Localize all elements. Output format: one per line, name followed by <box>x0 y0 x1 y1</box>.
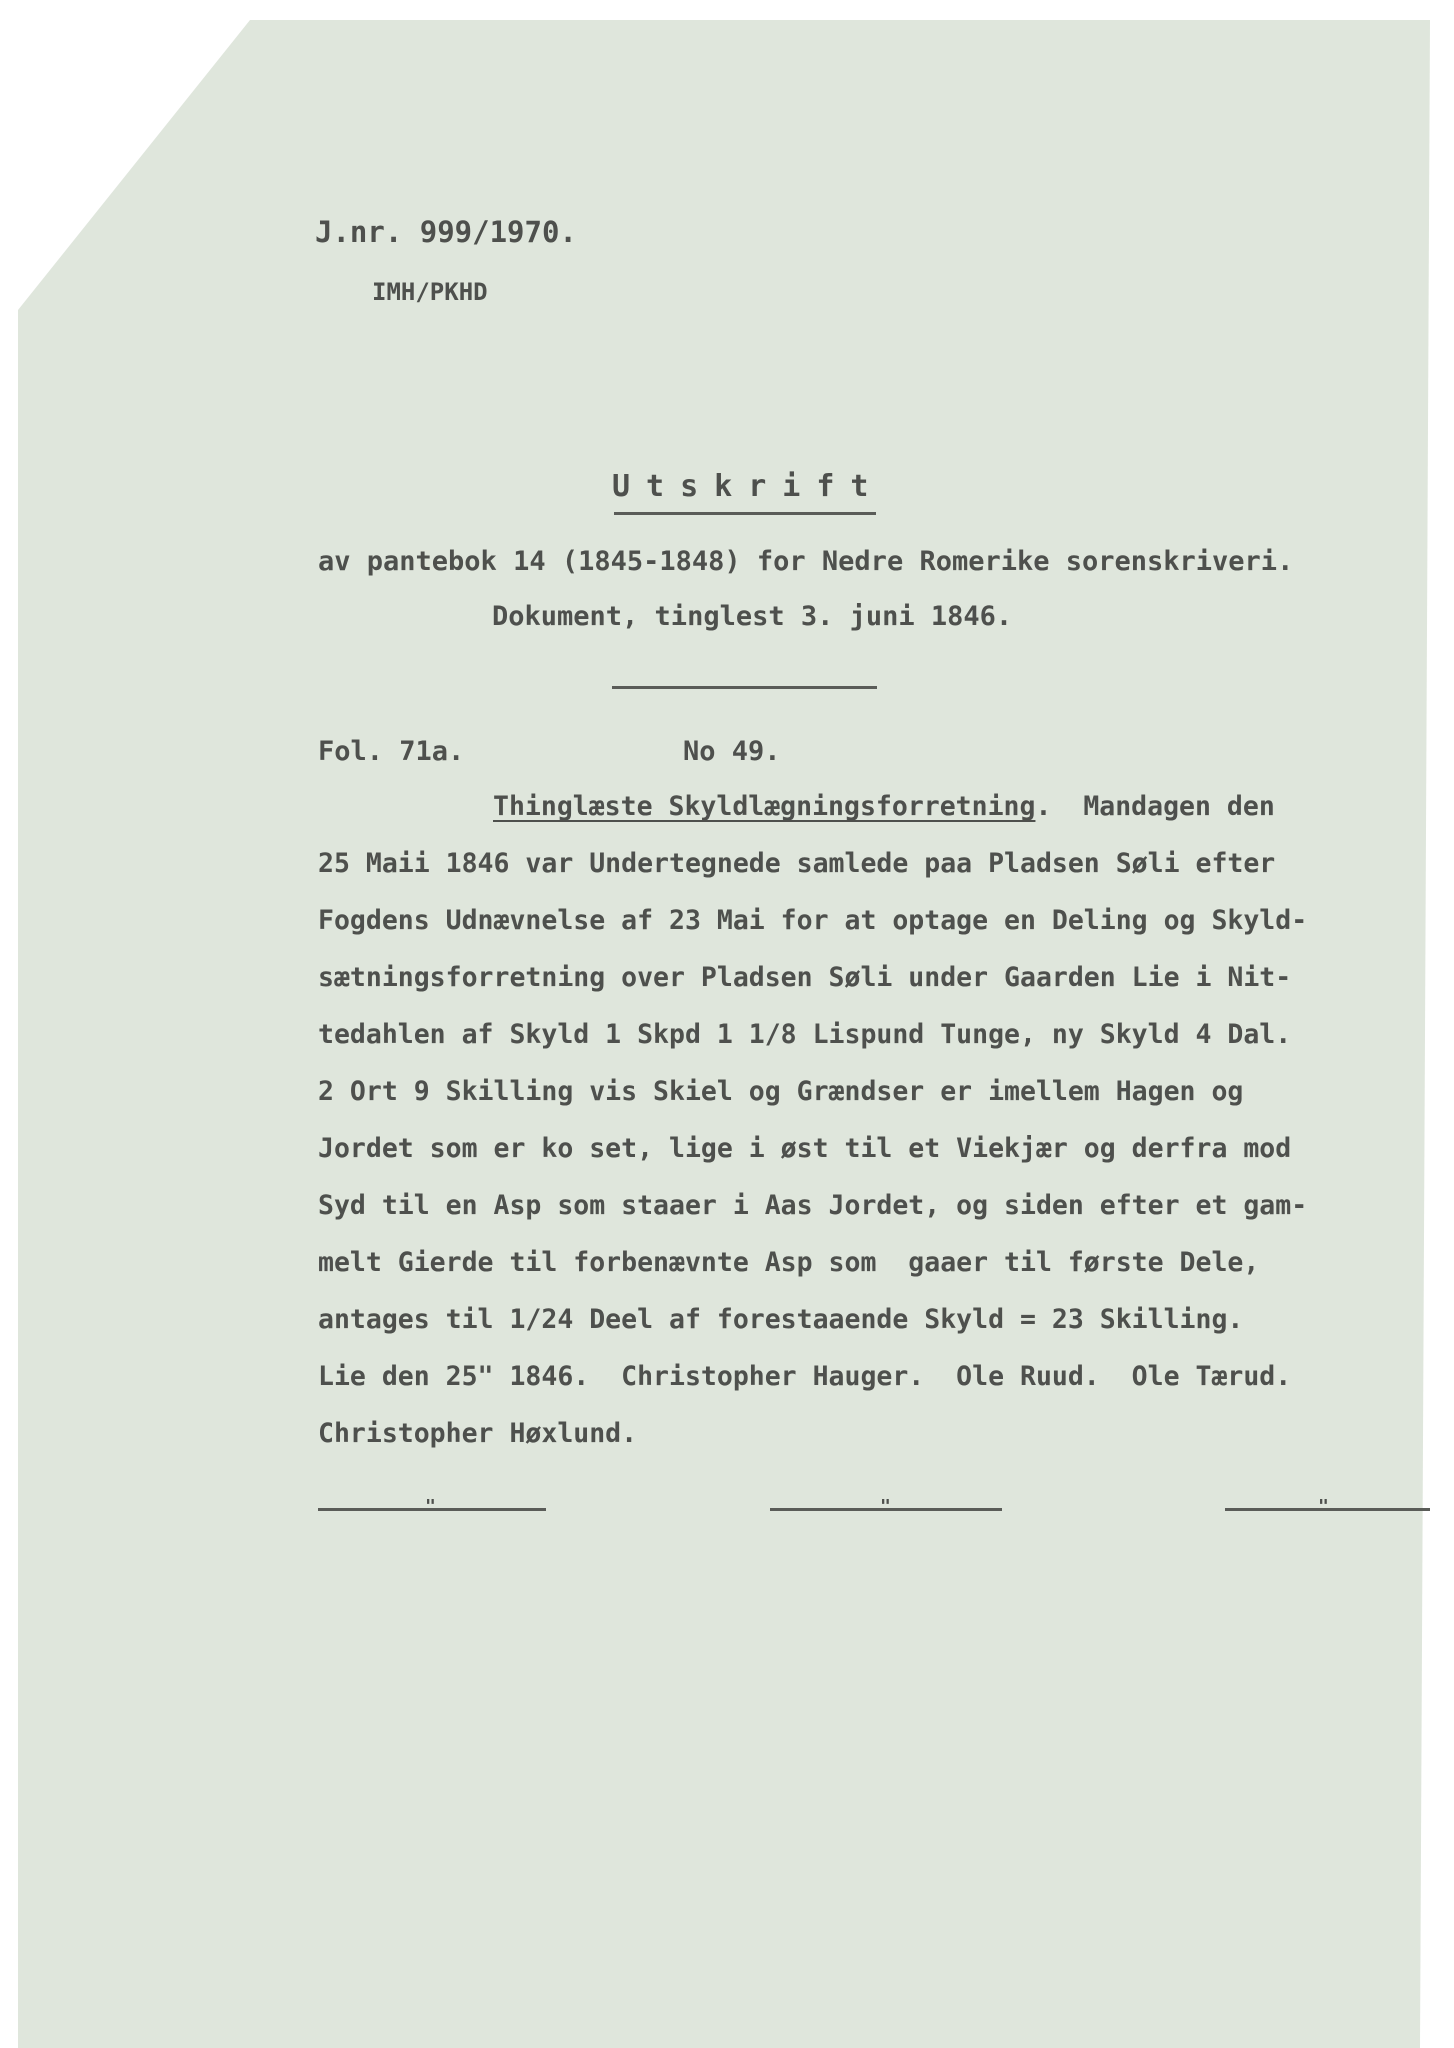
body-heading: Thinglæste Skyldlægningsforretning <box>493 791 1036 822</box>
document-title: Utskrift <box>612 469 885 504</box>
body-line: Fogdens Udnævnelse af 23 Mai for at optage en Deling og Skyld- <box>318 905 1308 936</box>
journal-number: J.nr. 999/1970. <box>315 215 577 249</box>
body-heading-suffix: . Mandagen den <box>1035 791 1275 822</box>
initials: IMH/PKHD <box>372 278 488 306</box>
subtitle-line-2: Dokument, tinglest 3. juni 1846. <box>492 601 1013 632</box>
title-underline <box>614 512 876 515</box>
footer-ditto-right: " <box>1318 1496 1329 1517</box>
body-line: melt Gierde til forbenævnte Asp som gaaer til første Dele, <box>318 1247 1260 1278</box>
body-line: Jordet som er ko set, lige i øst til et Viekjær og derfra mod <box>318 1133 1292 1164</box>
body-line: 2 Ort 9 Skilling vis Skiel og Grændser er imellem Hagen og <box>318 1076 1244 1107</box>
body-line: tedahlen af Skyld 1 Skpd 1 1/8 Lispund Tunge, ny Skyld 4 Dal. <box>318 1019 1292 1050</box>
body-line: Syd til en Asp som staaer i Aas Jordet, og siden efter et gam- <box>318 1190 1308 1221</box>
section-rule <box>612 686 877 689</box>
body-line: sætningsforretning over Pladsen Søli under Gaarden Lie i Nit- <box>318 962 1292 993</box>
body-heading-line <box>493 790 1275 824</box>
folio-reference: Fol. 71a. <box>318 736 465 767</box>
body-line: antages til 1/24 Deel af forestaaende Skyld = 23 Skilling. <box>318 1304 1244 1335</box>
document-number: No 49. <box>683 736 781 767</box>
footer-ditto-left: " <box>425 1496 436 1517</box>
footer-ditto-center: " <box>880 1496 891 1517</box>
body-line: Lie den 25" 1846. Christopher Hauger. Ole Ruud. Ole Tærud. <box>318 1361 1292 1392</box>
body-line: Christopher Høxlund. <box>318 1418 638 1449</box>
body-line: 25 Maii 1846 var Undertegnede samlede paa Pladsen Søli efter <box>318 848 1276 879</box>
subtitle-line-1: av pantebok 14 (1845-1848) for Nedre Romerike sorenskriveri. <box>318 546 1294 577</box>
